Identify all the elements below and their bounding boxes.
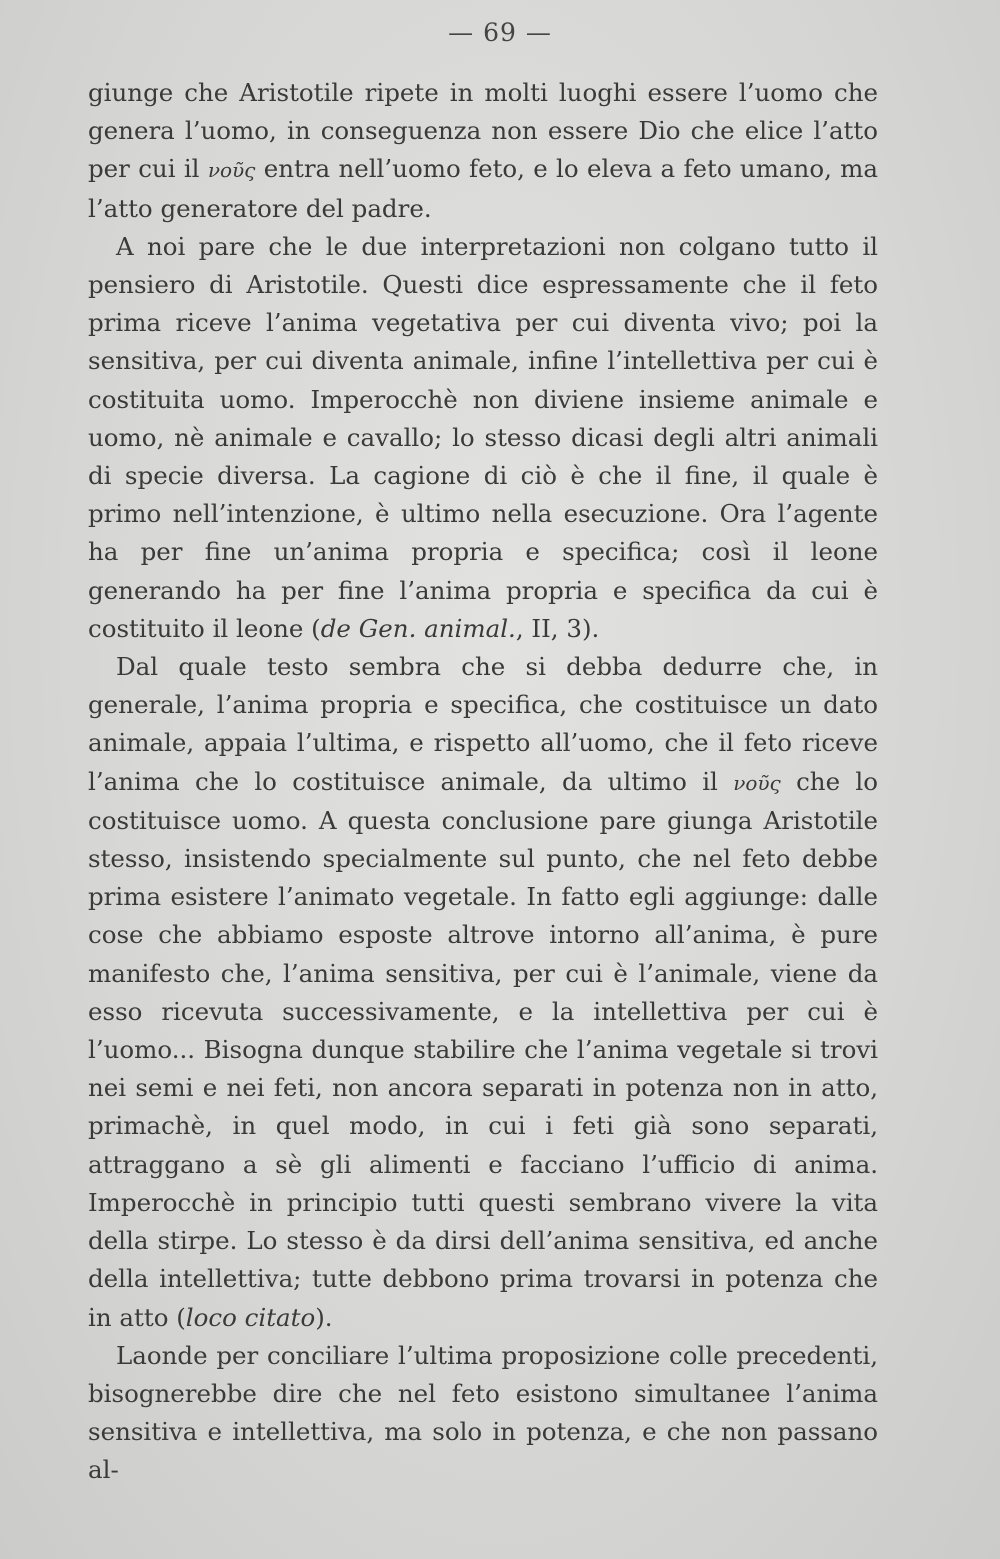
- page-number: — 69 —: [448, 18, 552, 47]
- text-segment: entra nell’uomo feto, e lo eleva a feto umano, ma l’atto generatore del padre.: [88, 154, 878, 223]
- paragraph-4: [88, 1337, 878, 1490]
- citation: de Gen. animal.: [320, 613, 516, 643]
- paragraph-1: [88, 74, 878, 228]
- text-segment: ).: [315, 1302, 333, 1332]
- text-segment: giunge che Aristotile ripete in molti luoghi essere l’uomo che genera l’uomo, in conseguenza non essere Dio che elice l’atto per cui il: [88, 78, 878, 184]
- paragraph-2: [88, 228, 878, 648]
- text-segment: A noi pare che le due interpretazioni non colgano tutto il pensiero di Aristotile. Questi dice espressamente che il feto prima riceve l’anima vegetativa per cui diventa vivo; poi la sensitiva, per cui diventa animale, infine l’intellettiva per cui è costituita uomo. Imperocchè non diviene insieme animale e uomo, nè animale e cavallo; lo stesso dicasi degli altri animali di specie diversa. La cagione di ciò è che il fine, il quale è primo nell’intenzione, è ultimo nella esecuzione. Ora l’agente ha per fine un’anima propria e specifica; così il leone generando ha per fine l’anima propria e specifica da cui è costituito il leone (: [88, 231, 878, 643]
- paragraph-3: [88, 648, 878, 1337]
- text-segment: , II, 3).: [515, 613, 600, 643]
- text-segment: che lo costituisce uomo. A questa conclusione pare giunga Aristotile stesso, insistendo specialmente sul punto, che nel feto debbe prima esistere l’animato vegetale. In fatto egli aggiunge: dalle cose che abbiamo esposte altrove intorno all’anima, è pure manifesto che, l’anima sensitiva, per cui è l’animale, viene da esso ricevuta successivamente, e la intellettiva per cui è l’uomo... Bisogna dunque stabilire che l’anima vegetale si trovi nei semi e nei feti, non ancora separati in potenza non in atto, primachè, in quel modo, in cui i feti già sono separati, attraggano a sè gli alimenti e facciano l’ufficio di anima. Imperocchè in principio tutti questi sembrano vivere la vita della stirpe. Lo stesso è da dirsi dell’anima sensitiva, ed anche della intellettiva; tutte debbono prima trovarsi in potenza che in atto (: [88, 766, 878, 1332]
- text-segment: Dal quale testo sembra che si debba dedurre che, in generale, l’anima propria e specifica, che costituisce un dato animale, appaia l’ultima, e rispetto all’uomo, che il feto riceve l’anima che lo costituisce animale, da ultimo il: [88, 652, 878, 796]
- body-text: [88, 74, 878, 1490]
- citation: loco citato: [185, 1302, 316, 1332]
- text-segment: Laonde per conciliare l’ultima proposizione colle precedenti, bisognerebbe dire che nel feto esistono simultanee l’anima sensitiva e intellettiva, ma solo in potenza, e che non passano al-: [88, 1340, 878, 1485]
- greek-word: νοῦς: [733, 770, 781, 795]
- greek-word: νοῦς: [207, 158, 256, 183]
